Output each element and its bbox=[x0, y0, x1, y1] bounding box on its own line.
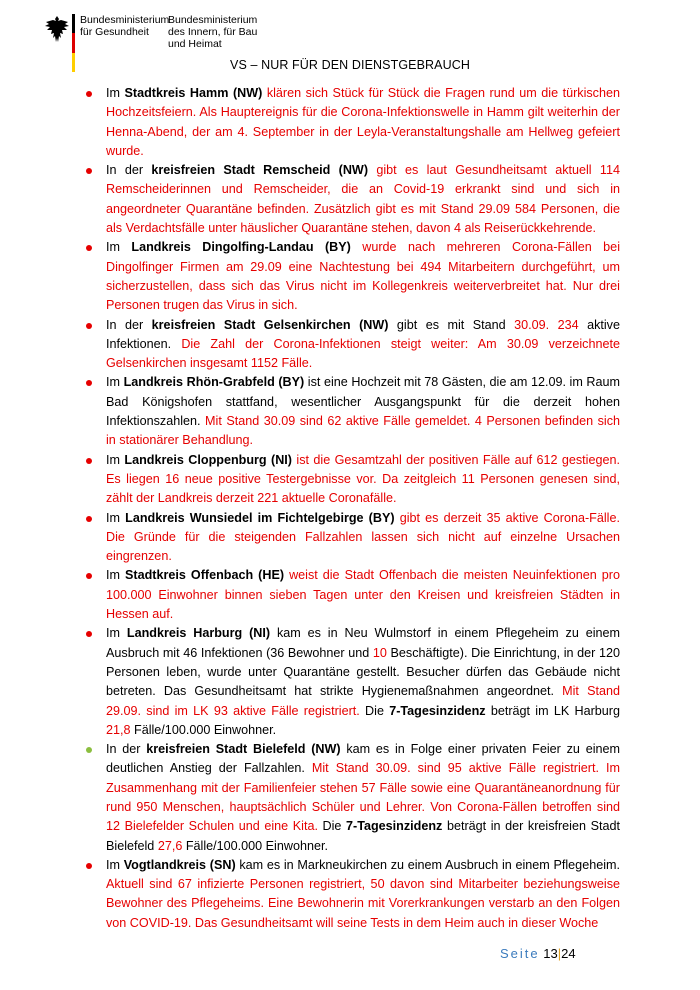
item-text: gibt es mit Stand bbox=[388, 317, 515, 332]
page-separator: | bbox=[557, 946, 562, 961]
region-name: Landkreis Rhön-Grabfeld (BY) bbox=[123, 375, 305, 390]
region-name: kreisfreien Stadt Gelsenkirchen (NW) bbox=[151, 317, 389, 332]
bullet-icon bbox=[86, 91, 92, 97]
region-name: Stadtkreis Offenbach (HE) bbox=[125, 568, 285, 583]
bullet-icon bbox=[86, 573, 92, 579]
report-list bbox=[86, 84, 620, 933]
region-name: 7-Tagesinzidenz bbox=[389, 703, 486, 718]
region-name: kreisfreien Stadt Bielefeld (NW) bbox=[146, 742, 341, 757]
list-item bbox=[86, 624, 620, 740]
region-name: Landkreis Cloppenburg (NI) bbox=[124, 452, 293, 467]
item-text: 30.09. 234 bbox=[514, 317, 579, 332]
bullet-icon bbox=[86, 458, 92, 464]
region-name: Landkreis Dingolfing-Landau (BY) bbox=[131, 240, 351, 255]
list-item bbox=[86, 451, 620, 509]
list-item bbox=[86, 373, 620, 450]
item-text: 21,8 bbox=[106, 722, 131, 737]
region-name: Vogtlandkreis (SN) bbox=[123, 857, 236, 872]
document-body bbox=[86, 84, 620, 933]
list-item bbox=[86, 238, 620, 315]
item-text: Mit Stand 29.09. sind im LK 93 aktive Fälle registriert. bbox=[106, 684, 620, 718]
list-item bbox=[86, 316, 620, 374]
item-text: wurde nach mehreren Corona-Fällen bei Dingolfinger Firmen am 29.09 eine Nachtestung bei 494 Mitarbeitern durchgeführt, um sicherzustellen, dass sich das Virus nicht im Kollegenkreis weiterverbreitet hat. Nur drei Personen trugen das Virus in sich. bbox=[106, 240, 620, 313]
list-item bbox=[86, 161, 620, 238]
item-text: Im bbox=[106, 857, 124, 872]
list-item bbox=[86, 740, 620, 856]
ministry-interior-label: Bundesministerium des Innern, für Bau und Heimat bbox=[168, 14, 258, 50]
bullet-icon bbox=[86, 516, 92, 522]
page-total: 24 bbox=[561, 946, 576, 961]
region-name: kreisfreien Stadt Remscheid (NW) bbox=[151, 163, 369, 178]
item-text: Aktuell sind 67 infizierte Personen registriert, 50 davon sind Mitarbeiter beziehungsweise Bewohner des Pflegeheims. Eine Bewohnerin mit Vorerkrankungen verstarb an den Folgen von COVID-19. Das Gesundheitsamt will seine Tests in dem Heim auch in dieser Woche bbox=[106, 877, 620, 930]
ministry-health-label: Bundesministerium für Gesundheit bbox=[80, 14, 170, 38]
list-item bbox=[86, 856, 620, 933]
item-text: gibt es laut Gesundheitsamt aktuell 114 Remscheiderinnen und Remscheider, die an Covid-19 erkrankt sind und sich in angeordneter Quarantäne befinden. Zusätzlich gibt es mit Stand 29.09 584 Personen, die als Verdachtsfälle unter häuslicher Quarantäne stehen, davon 4 als Reiserückkehrende. bbox=[106, 163, 620, 236]
bullet-icon bbox=[86, 380, 92, 386]
bullet-icon bbox=[86, 863, 92, 869]
region-name: Landkreis Harburg (NI) bbox=[126, 626, 271, 641]
item-text: klären sich Stück für Stück die Fragen rund um die türkischen Hochzeitsfeiern. Als Hauptereignis für die Corona-Infektionswelle in Hamm gilt weiterhin der Henna-Abend, der am 4. September in der Leyla-Veranstaltungshalle am Hellweg gefeiert wurde. bbox=[106, 86, 620, 158]
item-text: 10 bbox=[372, 645, 387, 660]
item-text: ist eine Hochzeit mit 78 Gästen, die am 12.09. im Raum Bad Königshofen stattfand, wesentlicher Ausgangspunkt für die derzeit hohen Infektionszahlen. bbox=[106, 375, 620, 429]
item-text: In der bbox=[106, 742, 147, 757]
bullet-icon bbox=[86, 245, 92, 251]
item-text: kam es in Folge einer privaten Feier zu einem deutlichen Anstieg der Fallzahlen. bbox=[106, 742, 620, 776]
page-footer bbox=[500, 946, 576, 961]
page-label: Seite bbox=[500, 946, 540, 961]
page-current: 13 bbox=[543, 946, 558, 961]
item-text: kam es in Markneukirchen zu einem Ausbruch in einem Pflegeheim. bbox=[235, 857, 620, 872]
item-text: Die bbox=[359, 703, 390, 718]
item-text: Beschäftigte). Die Einrichtung, in der 120 Personen leben, wurde unter Quarantäne gestellt. Besucher dürfen das Gebäude nicht betreten. Das Gesundheitsamt hat strikte Hygienemaßnahmen angeordnet. bbox=[106, 645, 620, 699]
item-text: Fälle/100.000 Einwohner. bbox=[130, 722, 277, 737]
list-item bbox=[86, 509, 620, 567]
item-text: Im bbox=[106, 626, 127, 641]
federal-eagle-icon bbox=[44, 14, 70, 44]
region-name: Stadtkreis Hamm (NW) bbox=[124, 86, 263, 100]
bullet-icon bbox=[86, 168, 92, 174]
list-item bbox=[86, 84, 620, 161]
bullet-icon bbox=[86, 747, 92, 753]
item-text: In der bbox=[106, 317, 152, 332]
item-text: Die Zahl der Corona-Infektionen steigt weiter: Am 30.09 verzeichnete Gelsenkirchen insgesamt 1152 Fälle. bbox=[106, 336, 620, 371]
document-header bbox=[0, 0, 700, 80]
item-text: aktive Infektionen. bbox=[106, 317, 620, 351]
item-text: gibt es derzeit 35 aktive Corona-Fälle. Die Gründe für die steigenden Fallzahlen lassen sich nicht auf einzelne Ursachen eingrenzen. bbox=[106, 510, 620, 564]
bullet-icon bbox=[86, 631, 92, 637]
item-text: Fälle/100.000 Einwohner. bbox=[182, 838, 328, 853]
bullet-icon bbox=[86, 323, 92, 329]
item-text: 27,6 bbox=[157, 838, 183, 853]
region-name: Landkreis Wunsiedel im Fichtelgebirge (BY) bbox=[125, 510, 395, 525]
list-item bbox=[86, 566, 620, 624]
item-text: Im bbox=[106, 375, 124, 390]
item-text: Mit Stand 30.09. sind 95 aktive Fälle registriert. Im Zusammenhang mit der Familienfeier stehen 57 Fälle sowie eine Quarantäneanordnung für rund 950 Menschen, hauptsächlich Schüler und Lehrer. Von Corona-Fällen betroffen sind 12 Bielefelder Schulen und eine Kita. bbox=[106, 761, 620, 834]
classification-label: VS – NUR FÜR DEN DIENSTGEBRAUCH bbox=[230, 58, 470, 72]
item-text: kam es in Neu Wulmstorf in einem Pflegeheim zu einem Ausbruch mit 46 Infektionen (36 Bewohner und bbox=[106, 626, 620, 660]
item-text: Im bbox=[106, 568, 125, 583]
region-name: 7-Tagesinzidenz bbox=[346, 819, 443, 834]
item-text: beträgt im LK Harburg bbox=[485, 703, 620, 718]
item-text: beträgt in der kreisfreien Stadt Bielefeld bbox=[106, 819, 620, 853]
item-text: ist die Gesamtzahl der positiven Fälle auf 612 gestiegen. Es liegen 16 neue positive Testergebnisse vor. Da zeitgleich 11 Personen genesen sind, zählt der Landkreis derzeit 221 aktuelle Coronafälle. bbox=[106, 452, 620, 506]
item-text: Mit Stand 30.09 sind 62 aktive Fälle gemeldet. 4 Personen befinden sich in stationärer Behandlung. bbox=[106, 414, 621, 448]
item-text: Im bbox=[106, 240, 132, 255]
item-text: Im bbox=[106, 452, 125, 467]
item-text: In der bbox=[106, 163, 152, 178]
item-text: Im bbox=[106, 86, 125, 100]
item-text: weist die Stadt Offenbach die meisten Neuinfektionen pro 100.000 Einwohner binnen sieben Tagen unter den Kreisen und kreisfreien Städten in Hessen auf. bbox=[106, 568, 620, 622]
item-text: Im bbox=[106, 510, 126, 525]
item-text: Die bbox=[317, 819, 347, 834]
